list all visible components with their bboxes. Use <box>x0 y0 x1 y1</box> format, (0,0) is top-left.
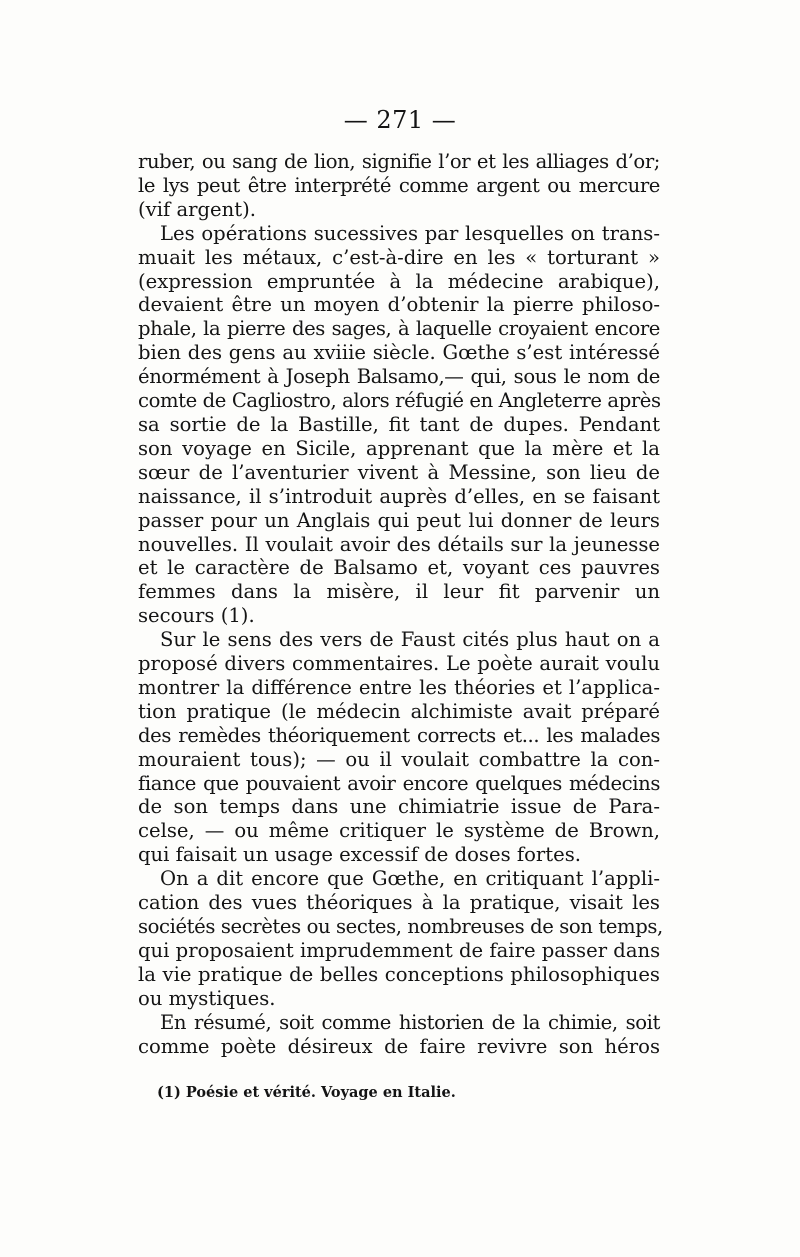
text-line: de son temps dans une chimiatrie issue de Para- <box>138 795 660 819</box>
text-line: comme poète désireux de faire revivre son héros <box>138 1034 660 1058</box>
text-line: son voyage en Sicile, apprenant que la mère et la <box>138 436 660 460</box>
text-line: sociétés secrètes ou sectes, nombreuses de son temps, <box>138 915 663 938</box>
text-line: naissance, il s’introduit auprès d’elles, en se faisant <box>138 484 660 508</box>
footnote: (1) Poésie et vérité. Voyage en Italie. <box>157 1084 456 1101</box>
text-line: énormément à Joseph Balsamo,— qui, sous le nom de <box>138 365 660 389</box>
text-line: En résumé, soit comme historien de la chimie, soit <box>160 1010 660 1034</box>
text-line: (expression empruntée à la médecine arabique), <box>138 269 660 293</box>
paragraph <box>138 222 660 628</box>
text-line: passer pour un Anglais qui peut lui donner de leurs <box>138 508 660 532</box>
text-line: sœur de l’aventurier vivent à Messine, son lieu de <box>138 460 660 484</box>
text-line: mouraient tous); — ou il voulait combattre la con- <box>138 747 660 771</box>
text-line: muait les métaux, c’est-à-dire en les « torturant » <box>138 245 660 269</box>
page-number: — 271 — <box>343 106 457 134</box>
text-line: comte de Cagliostro, alors réfugié en Angleterre après <box>138 389 661 413</box>
text-line: Sur le sens des vers de Faust cités plus haut on a <box>160 628 660 652</box>
text-line: des remèdes théoriquement corrects et... les malades <box>138 723 660 747</box>
paragraph <box>138 1011 660 1059</box>
text-line: le lys peut être interprété comme argent ou mercure <box>138 173 660 197</box>
body-text <box>138 150 663 1058</box>
text-line: ruber, ou sang de lion, signifie l’or et les alliages d’or; <box>138 150 660 173</box>
text-line: secours (1). <box>138 604 255 628</box>
text-line: nouvelles. Il voulait avoir des détails sur la jeunesse <box>138 532 660 556</box>
paragraph <box>138 150 660 222</box>
text-line: qui faisait un usage excessif de doses fortes. <box>138 843 582 867</box>
text-line: Les opérations sucessives par lesquelles on trans- <box>160 221 660 245</box>
text-line: femmes dans la misère, il leur fit parvenir un <box>138 580 660 604</box>
text-line: cation des vues théoriques à la pratique, visait les <box>138 891 660 915</box>
text-line: qui proposaient imprudemment de faire passer dans <box>138 938 661 962</box>
paragraph <box>138 867 663 1010</box>
text-line: devaient être un moyen d’obtenir la pierre philoso- <box>138 293 660 317</box>
text-line: fiance que pouvaient avoir encore quelques médecins <box>138 771 660 795</box>
text-line: proposé divers commentaires. Le poète aurait voulu <box>138 652 660 676</box>
text-line: montrer la différence entre les théories et l’applica- <box>138 675 660 699</box>
paragraph <box>138 628 660 867</box>
text-line: phale, la pierre des sages, à laquelle croyaient encore <box>138 317 660 341</box>
text-line: bien des gens au xviiie siècle. Gœthe s’est intéressé <box>138 341 660 365</box>
text-line: (vif argent). <box>138 197 257 221</box>
text-line: et le caractère de Balsamo et, voyant ces pauvres <box>138 556 660 580</box>
text-line: ou mystiques. <box>138 986 276 1010</box>
text-line: la vie pratique de belles conceptions philosophiques <box>138 962 660 986</box>
text-line: tion pratique (le médecin alchimiste avait préparé <box>138 699 660 723</box>
text-line: On a dit encore que Gœthe, en critiquant l’appli- <box>160 867 660 891</box>
text-line: sa sortie de la Bastille, fit tant de dupes. Pendant <box>138 412 660 436</box>
text-line: celse, — ou même critiquer le système de Brown, <box>138 819 660 843</box>
